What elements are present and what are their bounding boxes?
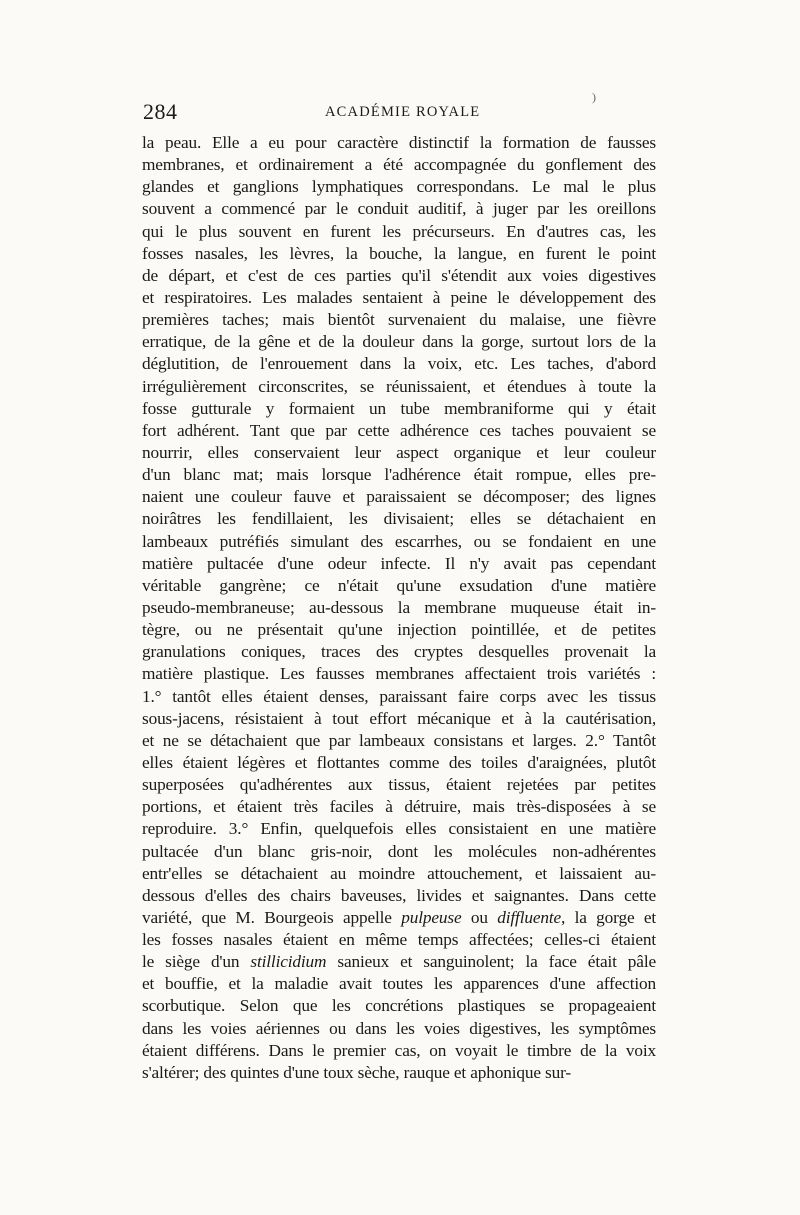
text-line: entr'elles se détachaient au moindre attouchement, et laissaient au- xyxy=(142,863,656,883)
text-line: matière pultacée d'une odeur infecte. Il n'y avait pas cependant xyxy=(142,553,656,573)
text-line: étaient différens. Dans le premier cas, on voyait le timbre de la voix xyxy=(142,1040,656,1060)
text-line: pultacée d'un blanc gris-noir, dont les molécules non-adhérentes xyxy=(142,841,656,861)
text-line: et ne se détachaient que par lambeaux consistans et larges. 2.° Tantôt xyxy=(142,730,656,750)
text-line: granulations coniques, traces des cryptes desquelles provenait la xyxy=(142,642,656,662)
text-line: déglutition, de l'enrouement dans la voix, etc. Les taches, d'abord xyxy=(142,354,656,374)
text-line: premières taches; mais bientôt survenaient du malaise, une fièvre xyxy=(142,310,656,330)
text-line: noirâtres les fendillaient, les divisaient; elles se détachaient en xyxy=(142,509,656,529)
text-line: qui le plus souvent en furent les précurseurs. En d'autres cas, les xyxy=(142,221,656,241)
text-line: souvent a commencé par le conduit auditif, à juger par les oreillons xyxy=(142,199,656,219)
text-line: irrégulièrement circonscrites, se réunissaient, et étendues à toute la xyxy=(142,376,656,396)
text-line: dessous d'elles des chairs baveuses, livides et saignantes. Dans cette xyxy=(142,885,656,905)
text-line: superposées qu'adhérentes aux tissus, étaient rejetées par petites xyxy=(142,775,656,795)
text-line: lambeaux putréfiés simulant des escarrhes, ou se fondaient en une xyxy=(142,531,656,551)
text-line: portions, et étaient très faciles à détruire, mais très-disposées à se xyxy=(142,797,656,817)
text-line-with-italics xyxy=(142,951,656,973)
text-line: de départ, et c'est de ces parties qu'il s'étendit aux voies digestives xyxy=(142,265,656,285)
text-segment: ou xyxy=(470,907,488,927)
text-line: elles étaient légères et flottantes comme des toiles d'araignées, plutôt xyxy=(142,752,656,772)
text-line: s'altérer; des quintes d'une toux sèche, rauque et aphonique sur- xyxy=(142,1062,571,1082)
body-text xyxy=(142,132,656,1084)
text-segment: variété, que M. Bourgeois appelle xyxy=(142,907,392,927)
text-line: sous-jacens, résistaient à tout effort mécanique et à la cautérisation, xyxy=(142,708,656,728)
text-segment: , la gorge et xyxy=(561,907,657,927)
text-line: reproduire. 3.° Enfin, quelquefois elles consistaient en une matière xyxy=(142,819,656,839)
italic-term-diffluente: diffluente xyxy=(497,907,562,927)
text-line: tègre, ou ne présentait qu'une injection pointillée, et de petites xyxy=(142,620,656,640)
text-line: pseudo-membraneuse; au-dessous la membrane muqueuse était in- xyxy=(142,597,656,617)
stray-mark: ) xyxy=(592,90,596,104)
page-number: 284 xyxy=(143,99,178,124)
text-line: d'un blanc mat; mais lorsque l'adhérence était rompue, elles pre- xyxy=(142,465,656,485)
text-line: membranes, et ordinairement a été accompagnée du gonflement des xyxy=(142,155,656,175)
text-line: nourrir, elles conservaient leur aspect organique et leur couleur xyxy=(142,442,656,462)
text-line: dans les voies aériennes ou dans les voies digestives, les symptômes xyxy=(142,1018,656,1038)
text-line: glandes et ganglions lymphatiques correspondans. Le mal le plus xyxy=(142,177,656,197)
text-line: véritable gangrène; ce n'était qu'une exsudation d'une matière xyxy=(142,575,656,595)
text-line: erratique, de la gêne et de la douleur dans la gorge, surtout lors de la xyxy=(142,332,656,352)
text-line: naient une couleur fauve et paraissaient se décomposer; des lignes xyxy=(142,487,656,507)
text-line: 1.° tantôt elles étaient denses, paraissant faire corps avec les tissus xyxy=(142,686,656,706)
text-line: fosses nasales, les lèvres, la bouche, la langue, en furent le point xyxy=(142,243,656,263)
running-title: ACADÉMIE ROYALE xyxy=(325,104,481,120)
italic-term-pulpeuse: pulpeuse xyxy=(401,907,462,927)
text-segment: sanieux et sanguinolent; la face était pâle xyxy=(337,952,656,972)
text-line: et bouffie, et la maladie avait toutes les apparences d'une affection xyxy=(142,974,656,994)
text-line: et respiratoires. Les malades sentaient à peine le développement des xyxy=(142,287,656,307)
text-line: fosse gutturale y formaient un tube membraniforme qui y était xyxy=(142,398,656,418)
text-line: les fosses nasales étaient en même temps affectées; celles-ci étaient xyxy=(142,930,656,950)
text-line: la peau. Elle a eu pour caractère distinctif la formation de fausses xyxy=(142,133,656,152)
italic-term-stillicidium: stillicidium xyxy=(250,952,327,972)
text-line: matière plastique. Les fausses membranes affectaient trois variétés : xyxy=(142,664,656,684)
text-segment: le siège d'un xyxy=(142,952,240,972)
page-header xyxy=(143,90,655,129)
text-line: fort adhérent. Tant que par cette adhérence ces taches pouvaient se xyxy=(142,420,656,440)
text-line: scorbutique. Selon que les concrétions plastiques se propageaient xyxy=(142,996,656,1016)
text-line-with-italics xyxy=(142,907,656,929)
